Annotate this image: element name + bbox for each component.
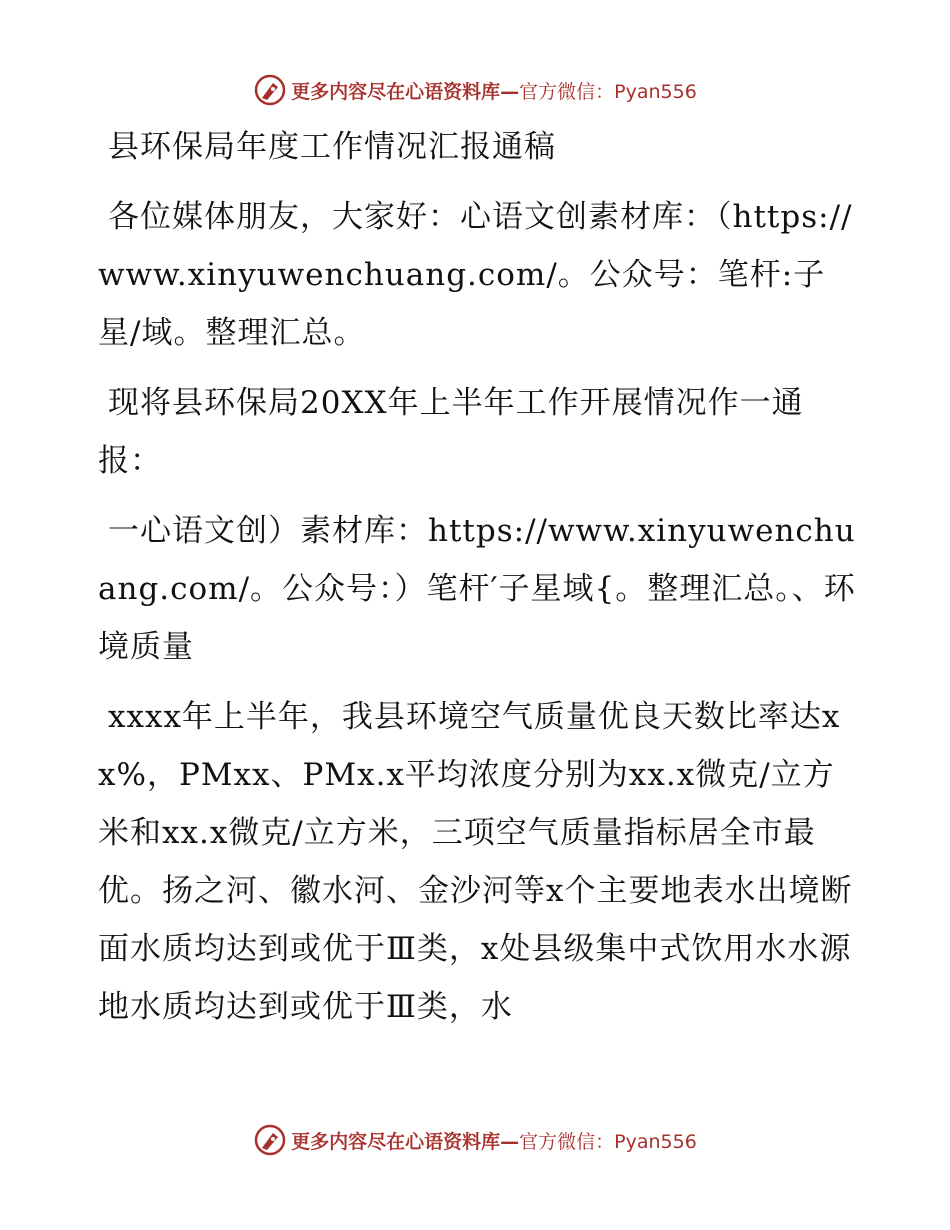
paragraph-intro: 现将县环保局20XX年上半年工作开展情况作一通报： — [98, 385, 804, 479]
watermark-banner-bottom — [0, 1120, 950, 1160]
document-title: 县环保局年度工作情况汇报通稿 — [108, 129, 556, 165]
document-body — [98, 118, 858, 1036]
watermark-banner-top — [0, 70, 950, 110]
watermark-text: 更多内容尽在心语资料库— — [291, 1130, 520, 1153]
pen-nib-logo-icon — [253, 73, 287, 107]
paragraph-environment-quality: xxxx年上半年，我县环境空气质量优良天数比率达xx%，PMxx、PMx.x平均浓度分别为xx.x微克/立方米和xx.x微克/立方米，三项空气质量指标居全市最优。扬之河、徽水河、金沙河等x个主要地表水出境断面水质均达到或优于Ⅲ类，x处县级集中式饮用水水源地水质均达到或优于Ⅲ类，水 — [98, 699, 853, 1025]
paragraph-section-heading: 一心语文创）素材库：https://www.xinyuwenchuang.com/。公众号：）笔杆′子星域{。整理汇总。、环境质量 — [98, 513, 856, 665]
paragraph-greeting: 各位媒体朋友，大家好：心语文创素材库：（https://www.xinyuwenchuang.com/。公众号：笔杆:子星/域。整理汇总。 — [98, 199, 853, 351]
watermark-text: 更多内容尽在心语资料库— — [291, 80, 520, 103]
pen-nib-logo-icon — [253, 1123, 287, 1157]
watermark-wechat: 官方微信：Pyan556 — [519, 80, 697, 103]
watermark-wechat: 官方微信：Pyan556 — [519, 1130, 697, 1153]
